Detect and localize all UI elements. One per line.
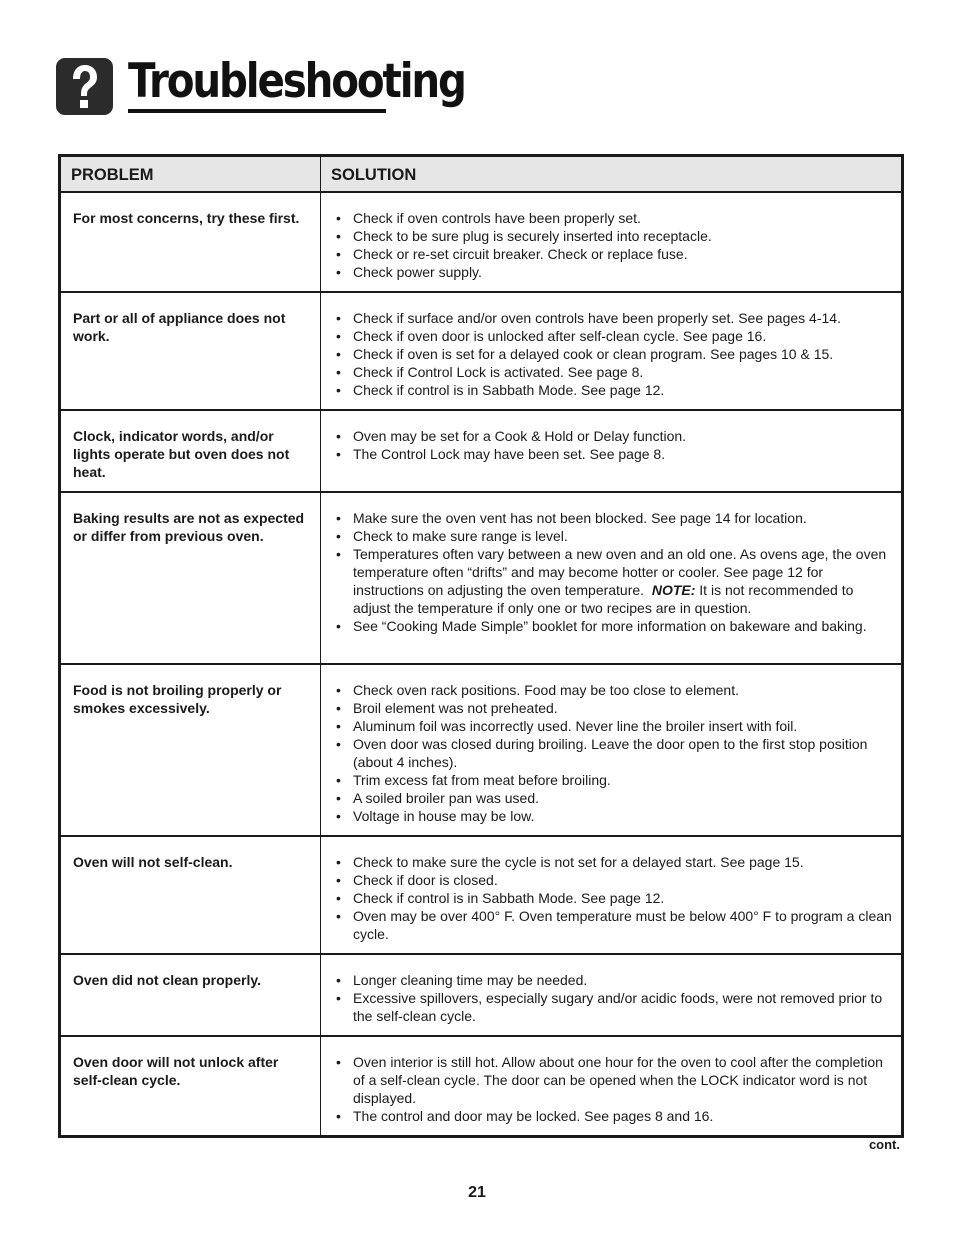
list-item: • Oven door was closed during broiling. Leave the door open to the first stop position (about 4 inches). — [333, 735, 893, 771]
question-mark-icon — [56, 58, 113, 115]
troubleshooting-table — [58, 154, 904, 1138]
list-item: • Excessive spillovers, especially sugary and/or acidic foods, were not removed prior to the self-clean cycle. — [333, 989, 893, 1025]
list-item: • Oven interior is still hot. Allow about one hour for the oven to cool after the completion of a self-clean cycle. The door can be opened when the LOCK indicator word is not displayed. — [333, 1053, 893, 1107]
list-item: • Check or re-set circuit breaker. Check or replace fuse. — [333, 245, 893, 263]
list-item: • Check if oven controls have been properly set. — [333, 209, 893, 227]
list-item: • Broil element was not preheated. — [333, 699, 893, 717]
list-item: • Aluminum foil was incorrectly used. Never line the broiler insert with foil. — [333, 717, 893, 735]
list-item: • Make sure the oven vent has not been blocked. See page 14 for location. — [333, 509, 893, 527]
solution-list — [333, 309, 893, 399]
solution-cell — [321, 192, 903, 292]
list-item — [333, 545, 893, 617]
table-row — [60, 410, 903, 492]
page-number: 21 — [468, 1184, 486, 1201]
note-label: NOTE: — [651, 582, 696, 598]
list-item: • Check to make sure range is level. — [333, 527, 893, 545]
list-item: • Check power supply. — [333, 263, 893, 281]
column-header-solution: SOLUTION — [321, 156, 903, 193]
list-item: • Check if oven door is unlocked after self-clean cycle. See page 16. — [333, 327, 893, 345]
list-item: • Check if Control Lock is activated. See page 8. — [333, 363, 893, 381]
list-item: • A soiled broiler pan was used. — [333, 789, 893, 807]
problem-cell: Oven did not clean properly. — [60, 954, 321, 1036]
continued-label: cont. — [868, 1137, 900, 1152]
solution-cell — [321, 954, 903, 1036]
list-item: • Voltage in house may be low. — [333, 807, 893, 825]
list-item: • The Control Lock may have been set. See page 8. — [333, 445, 893, 463]
problem-cell: Part or all of appliance does not work. — [60, 292, 321, 410]
list-item: • Check if oven is set for a delayed cook or clean program. See pages 10 & 15. — [333, 345, 893, 363]
solution-list — [333, 509, 893, 635]
table-row — [60, 492, 903, 664]
list-item: • Check if control is in Sabbath Mode. See page 12. — [333, 381, 893, 399]
column-header-problem: PROBLEM — [60, 156, 321, 193]
solution-list — [333, 1053, 893, 1125]
problem-cell: Baking results are not as expected or differ from previous oven. — [60, 492, 321, 664]
table-row — [60, 292, 903, 410]
list-item: • Check to be sure plug is securely inserted into receptacle. — [333, 227, 893, 245]
problem-cell: For most concerns, try these first. — [60, 192, 321, 292]
list-item: • Oven may be set for a Cook & Hold or Delay function. — [333, 427, 893, 445]
problem-cell: Food is not broiling properly or smokes excessively. — [60, 664, 321, 836]
list-item: • The control and door may be locked. See pages 8 and 16. — [333, 1107, 893, 1125]
solution-list — [333, 427, 893, 463]
table-row — [60, 664, 903, 836]
list-item: • Check if surface and/or oven controls have been properly set. See pages 4-14. — [333, 309, 893, 327]
list-item: • Check if control is in Sabbath Mode. See page 12. — [333, 889, 893, 907]
list-item: • Check if door is closed. — [333, 871, 893, 889]
table-row — [60, 192, 903, 292]
list-item: • See “Cooking Made Simple” booklet for more information on bakeware and baking. — [333, 617, 893, 635]
title-underline — [128, 109, 386, 113]
problem-cell: Clock, indicator words, and/or lights operate but oven does not heat. — [60, 410, 321, 492]
solution-cell — [321, 1036, 903, 1137]
solution-cell — [321, 410, 903, 492]
table-header-row — [60, 156, 903, 193]
list-item: • Check oven rack positions. Food may be too close to element. — [333, 681, 893, 699]
list-item: • Check to make sure the cycle is not set for a delayed start. See page 15. — [333, 853, 893, 871]
solution-cell — [321, 836, 903, 954]
table-row — [60, 1036, 903, 1137]
list-item: • Longer cleaning time may be needed. — [333, 971, 893, 989]
solution-cell — [321, 292, 903, 410]
list-item-text: Temperatures often vary between a new oven and an old one. As ovens age, the oven temperature often “drifts” and may become hotter or cooler. See page 12 for instructions on adjusting the oven temperature. — [353, 546, 887, 598]
table-row — [60, 954, 903, 1036]
solution-list — [333, 681, 893, 825]
list-item: • Trim excess fat from meat before broiling. — [333, 771, 893, 789]
solution-cell — [321, 492, 903, 664]
solution-cell — [321, 664, 903, 836]
problem-cell: Oven door will not unlock after self-clean cycle. — [60, 1036, 321, 1137]
solution-list — [333, 209, 893, 281]
solution-list — [333, 853, 893, 943]
note-text: It is not recommended to adjust the temperature if only one or two recipes are in question. — [353, 582, 854, 616]
table-row — [60, 836, 903, 954]
problem-cell: Oven will not self-clean. — [60, 836, 321, 954]
page-title: Troubleshooting — [128, 54, 465, 109]
solution-list — [333, 971, 893, 1025]
list-item: • Oven may be over 400° F. Oven temperature must be below 400° F to program a clean cycle. — [333, 907, 893, 943]
